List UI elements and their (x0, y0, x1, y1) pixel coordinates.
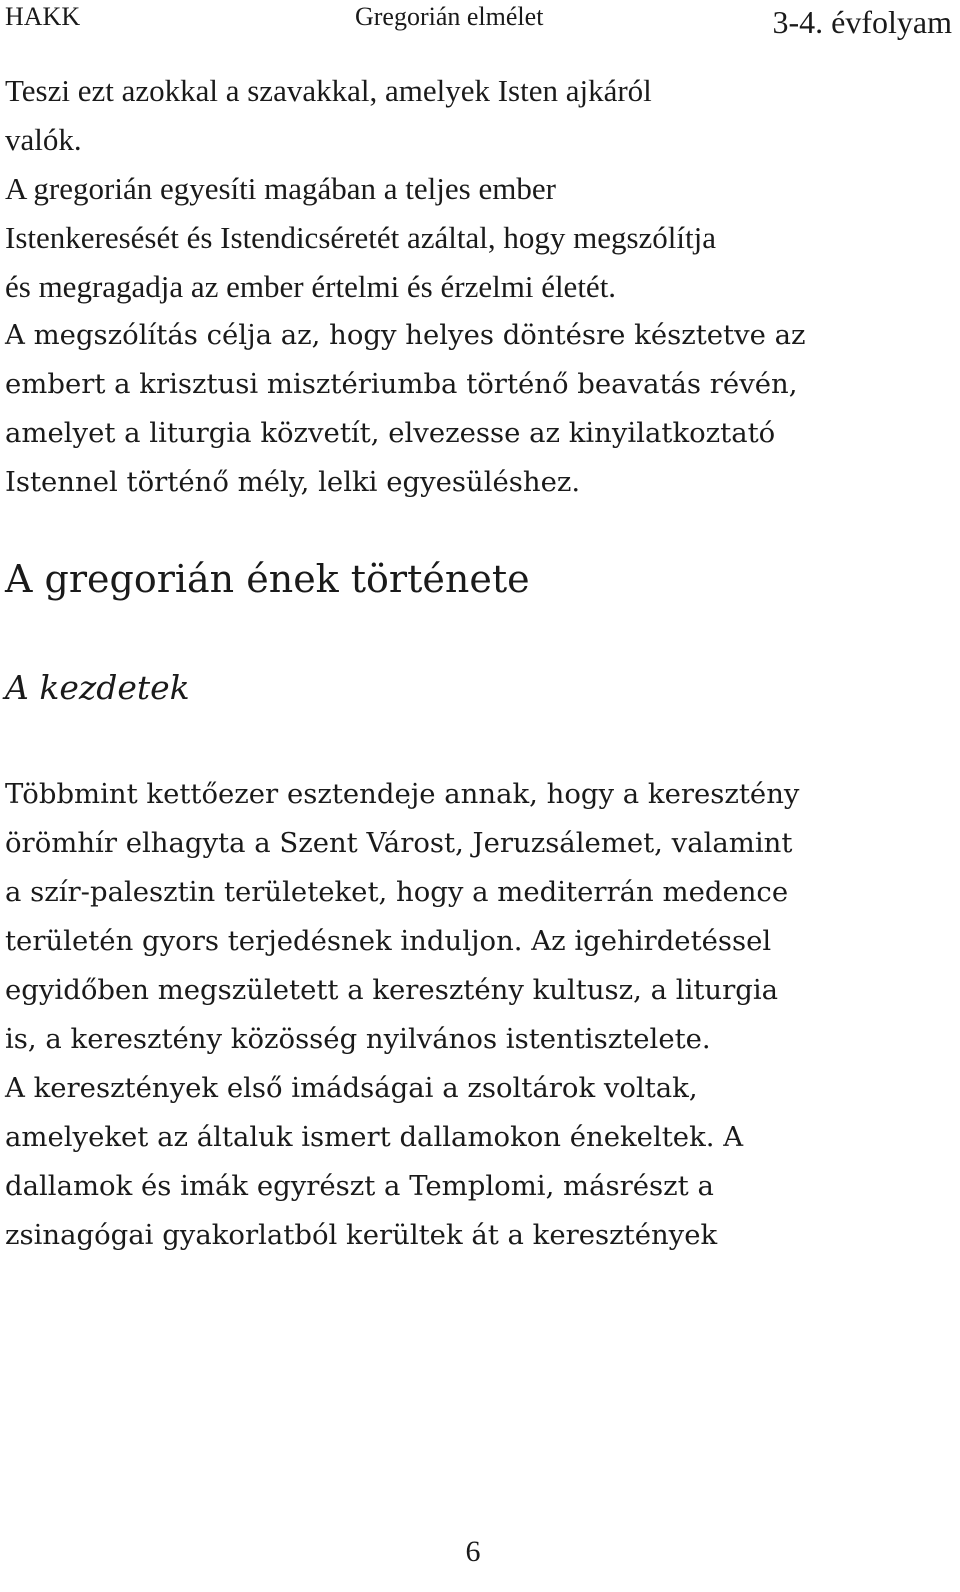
section-title: A gregorián ének története (5, 557, 530, 601)
intro-paragraph (5, 66, 950, 311)
text-line: Többmint kettőezer esztendeje annak, hogy a keresztény (5, 778, 800, 810)
text-line: egyidőben megszületett a keresztény kultusz, a liturgia (5, 974, 779, 1006)
text-line: A megszólítás célja az, hogy helyes döntésre késztetve az (5, 319, 806, 351)
body-paragraph (5, 770, 950, 1260)
text-line: valók. (5, 122, 82, 157)
text-line: örömhír elhagyta a Szent Várost, Jeruzsálemet, valamint (5, 827, 793, 859)
text-line: és megragadja az ember értelmi és érzelmi életét. (5, 269, 617, 304)
text-line: Teszi ezt azokkal a szavakkal, amelyek Isten ajkáról (5, 73, 652, 108)
text-line: embert a krisztusi misztériumba történő beavatás révén, (5, 368, 798, 400)
text-line: A keresztények első imádságai a zsoltárok voltak, (5, 1072, 698, 1104)
text-line: területén gyors terjedésnek induljon. Az igehirdetéssel (5, 925, 772, 957)
header-right-label: 3-4. évfolyam (772, 4, 952, 40)
text-line: a szír-palesztin területeket, hogy a mediterrán medence (5, 876, 789, 908)
text-line: zsinagógai gyakorlatból kerültek át a keresztények (5, 1219, 718, 1251)
intro-paragraph-continued (5, 311, 950, 507)
text-line: dallamok és imák egyrészt a Templomi, másrészt a (5, 1170, 714, 1202)
text-line: amelyeket az általuk ismert dallamokon énekeltek. A (5, 1121, 744, 1153)
text-line: Istennel történő mély, lelki egyesüléshez. (5, 466, 581, 498)
text-line: amelyet a liturgia közvetít, elvezesse az kinyilatkoztató (5, 417, 776, 449)
text-line: is, a keresztény közösség nyilvános istentisztelete. (5, 1023, 711, 1055)
section-subtitle: A kezdetek (5, 668, 190, 707)
header-left-label: HAKK (5, 2, 81, 31)
text-line: A gregorián egyesíti magában a teljes ember (5, 171, 556, 206)
page-number: 6 (465, 1535, 481, 1568)
page-header (0, 0, 960, 60)
header-center-title: Gregorián elmélet (355, 2, 544, 31)
text-line: Istenkeresését és Istendicséretét azáltal, hogy megszólítja (5, 220, 716, 255)
